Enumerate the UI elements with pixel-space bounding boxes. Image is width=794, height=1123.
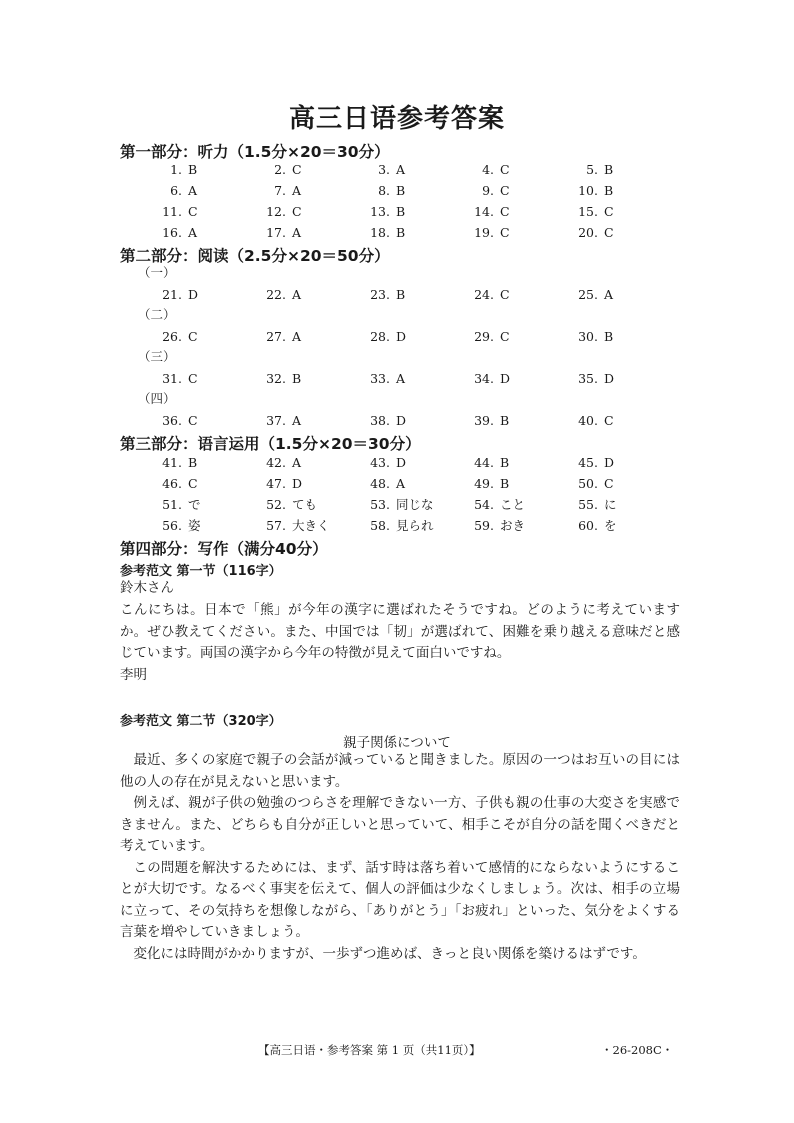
group-answer-grid <box>150 368 670 389</box>
answer-value: A <box>396 162 406 177</box>
answer-row <box>150 452 670 473</box>
answer-item <box>566 284 670 305</box>
answer-item <box>462 494 566 515</box>
answer-value: B <box>604 183 614 198</box>
question-number: 58. <box>370 518 390 533</box>
answer-item <box>358 222 462 243</box>
answer-item <box>358 494 462 515</box>
question-number: 41. <box>162 455 182 470</box>
answer-value: A <box>292 225 302 240</box>
answer-value: A <box>188 183 198 198</box>
answer-item <box>462 326 566 347</box>
question-number: 39. <box>474 413 494 428</box>
answer-value: D <box>292 476 303 491</box>
question-number: 15. <box>578 204 598 219</box>
answer-value: こと <box>500 497 526 512</box>
question-number: 46. <box>162 476 182 491</box>
answer-item <box>150 180 254 201</box>
answer-value: A <box>188 225 198 240</box>
question-number: 57. <box>266 518 286 533</box>
question-number: 47. <box>266 476 286 491</box>
answer-value: B <box>188 162 198 177</box>
answer-value: C <box>604 204 614 219</box>
answer-value: C <box>604 413 614 428</box>
question-number: 31. <box>162 371 182 386</box>
answer-item <box>254 368 358 389</box>
section1-signature: 李明 <box>120 667 147 683</box>
answer-value: B <box>500 455 510 470</box>
answer-item <box>150 515 254 536</box>
question-number: 22. <box>266 287 286 302</box>
answer-item <box>150 326 254 347</box>
answer-value: C <box>604 225 614 240</box>
question-number: 45. <box>578 455 598 470</box>
part2-heading: 第二部分：阅读（2.5分×20＝50分） <box>120 247 390 265</box>
answer-item <box>254 284 358 305</box>
section1-body: こんにちは。日本で「熊」が今年の漢字に選ばれたそうですね。どのように考えていますか。ぜひ教えてください。また、中国では「韧」が選ばれて、困難を乗り越える意味だと感じています。両国の漢字から今年の特徴が見えて面白いですね。 <box>120 602 680 661</box>
section2-label: 参考范文 第二节（320字） <box>120 714 282 729</box>
answer-value: C <box>500 225 510 240</box>
answer-value: C <box>500 162 510 177</box>
answer-row <box>150 515 670 536</box>
question-number: 12. <box>266 204 286 219</box>
essay-body <box>120 750 680 965</box>
answer-value: C <box>500 183 510 198</box>
answer-row <box>150 473 670 494</box>
answer-value: 姿 <box>188 518 201 533</box>
essay-paragraph: 例えば、親が子供の勉強のつらさを理解できない一方、子供も親の仕事の大変さを実感できません。また、どちらも自分が正しいと思っていて、相手こそが自分の話を聞くべきだと考えています。 <box>120 795 680 854</box>
page-footer: 【高三日语・参考答案 第 1 页（共11页）】 <box>258 1043 481 1057</box>
answer-item <box>358 452 462 473</box>
answer-item <box>150 494 254 515</box>
answer-item <box>254 159 358 180</box>
essay-paragraph: この問題を解決するためには、まず、話す時は落ち着いて感情的にならないようにすることが大切です。なるべく事実を伝えて、個人の評価は少なくしましょう。次は、相手の立場に立って、その気持ちを想像しながら、「ありがとう」「お疲れ」といった、気分をよくする言葉を増やしていきましょう。 <box>120 859 680 940</box>
answer-value: D <box>396 329 407 344</box>
answer-item <box>566 180 670 201</box>
answer-value: C <box>500 287 510 302</box>
answer-item <box>566 159 670 180</box>
answer-item <box>254 452 358 473</box>
answer-item <box>150 284 254 305</box>
answer-value: C <box>292 204 302 219</box>
answer-value: A <box>292 413 302 428</box>
answer-item <box>254 222 358 243</box>
answer-item <box>254 494 358 515</box>
answer-value: C <box>500 329 510 344</box>
answer-value: C <box>500 204 510 219</box>
answer-row <box>150 326 670 347</box>
answer-value: A <box>292 183 302 198</box>
answer-value: B <box>396 225 406 240</box>
answer-value: で <box>188 497 201 512</box>
group-answer-grid <box>150 326 670 347</box>
answer-item <box>150 368 254 389</box>
question-number: 21. <box>162 287 182 302</box>
question-number: 19. <box>474 225 494 240</box>
section1-salutation: 鈴木さん <box>120 580 174 596</box>
question-number: 1. <box>170 162 182 177</box>
question-number: 52. <box>266 497 286 512</box>
answer-row <box>150 201 670 222</box>
answer-item <box>358 410 462 431</box>
question-number: 17. <box>266 225 286 240</box>
section1-label: 参考范文 第一节（116字） <box>120 564 282 579</box>
answer-item <box>254 410 358 431</box>
question-number: 7. <box>274 183 286 198</box>
answer-item <box>566 410 670 431</box>
answer-row <box>150 222 670 243</box>
question-number: 38. <box>370 413 390 428</box>
group-answer-grid <box>150 410 670 431</box>
answer-item <box>462 284 566 305</box>
question-number: 33. <box>370 371 390 386</box>
answer-item <box>462 368 566 389</box>
answer-item <box>566 473 670 494</box>
answer-item <box>358 326 462 347</box>
answer-item <box>462 452 566 473</box>
answer-value: B <box>396 204 406 219</box>
group-label: （三） <box>138 349 176 364</box>
question-number: 53. <box>370 497 390 512</box>
answer-row <box>150 368 670 389</box>
page-title: 高三日语参考答案 <box>288 104 505 134</box>
answer-item <box>254 201 358 222</box>
question-number: 18. <box>370 225 390 240</box>
answer-value: ても <box>292 497 318 512</box>
part3-heading: 第三部分：语言运用（1.5分×20＝30分） <box>120 435 421 453</box>
essay-title: 親子関係について <box>343 735 451 751</box>
answer-item <box>566 368 670 389</box>
answer-value: B <box>396 183 406 198</box>
question-number: 48. <box>370 476 390 491</box>
answer-item <box>150 410 254 431</box>
answer-item <box>462 159 566 180</box>
answer-item <box>254 326 358 347</box>
answer-row <box>150 410 670 431</box>
answer-value: D <box>604 371 615 386</box>
answer-value: C <box>188 476 198 491</box>
answer-value: B <box>500 413 510 428</box>
answer-item <box>358 284 462 305</box>
question-number: 16. <box>162 225 182 240</box>
question-number: 51. <box>162 497 182 512</box>
answer-row <box>150 159 670 180</box>
answer-item <box>358 159 462 180</box>
answer-item <box>254 473 358 494</box>
question-number: 3. <box>378 162 390 177</box>
answer-value: B <box>396 287 406 302</box>
document-code: ・26-208C・ <box>601 1043 674 1057</box>
answer-value: D <box>396 455 407 470</box>
question-number: 9. <box>482 183 494 198</box>
question-number: 37. <box>266 413 286 428</box>
answer-value: 大きく <box>292 518 330 533</box>
answer-value: B <box>188 455 198 470</box>
question-number: 23. <box>370 287 390 302</box>
answer-item <box>358 180 462 201</box>
answer-value: C <box>292 162 302 177</box>
answer-value: D <box>396 413 407 428</box>
question-number: 29. <box>474 329 494 344</box>
answer-value: A <box>292 287 302 302</box>
group-label: （四） <box>138 391 176 406</box>
question-number: 27. <box>266 329 286 344</box>
question-number: 5. <box>586 162 598 177</box>
question-number: 20. <box>578 225 598 240</box>
answer-item <box>462 201 566 222</box>
answer-value: おき <box>500 518 526 533</box>
answer-value: A <box>396 371 406 386</box>
question-number: 25. <box>578 287 598 302</box>
answer-item <box>566 452 670 473</box>
question-number: 54. <box>474 497 494 512</box>
answer-item <box>358 201 462 222</box>
answer-item <box>150 159 254 180</box>
question-number: 24. <box>474 287 494 302</box>
group-answer-grid <box>150 284 670 305</box>
answer-value: C <box>188 329 198 344</box>
question-number: 60. <box>578 518 598 533</box>
answer-item <box>462 515 566 536</box>
answer-value: に <box>604 497 617 512</box>
question-number: 43. <box>370 455 390 470</box>
answer-item <box>462 410 566 431</box>
question-number: 26. <box>162 329 182 344</box>
answer-item <box>566 515 670 536</box>
answer-value: D <box>188 287 199 302</box>
answer-item <box>150 473 254 494</box>
answer-value: C <box>188 371 198 386</box>
answer-value: A <box>604 287 614 302</box>
question-number: 34. <box>474 371 494 386</box>
question-number: 6. <box>170 183 182 198</box>
answer-item <box>566 326 670 347</box>
answer-item <box>150 222 254 243</box>
answer-item <box>254 515 358 536</box>
question-number: 36. <box>162 413 182 428</box>
answer-value: C <box>604 476 614 491</box>
question-number: 2. <box>274 162 286 177</box>
question-number: 59. <box>474 518 494 533</box>
answer-item <box>358 515 462 536</box>
question-number: 55. <box>578 497 598 512</box>
answer-value: B <box>604 329 614 344</box>
answer-row <box>150 180 670 201</box>
answer-value: C <box>188 413 198 428</box>
answer-item <box>566 222 670 243</box>
part4-heading: 第四部分：写作（满分40分） <box>120 540 328 558</box>
answer-row <box>150 494 670 515</box>
question-number: 50. <box>578 476 598 491</box>
question-number: 10. <box>578 183 598 198</box>
question-number: 30. <box>578 329 598 344</box>
question-number: 11. <box>162 204 182 219</box>
question-number: 13. <box>370 204 390 219</box>
question-number: 42. <box>266 455 286 470</box>
answer-value: 同じな <box>396 497 434 512</box>
part3-answer-grid <box>150 452 670 536</box>
answer-value: A <box>292 455 302 470</box>
answer-value: A <box>396 476 406 491</box>
answer-item <box>566 494 670 515</box>
group-label: （一） <box>138 265 176 280</box>
answer-item <box>462 180 566 201</box>
answer-value: B <box>604 162 614 177</box>
answer-item <box>254 180 358 201</box>
part1-answer-grid <box>150 159 670 243</box>
question-number: 40. <box>578 413 598 428</box>
question-number: 28. <box>370 329 390 344</box>
essay-paragraph: 変化には時間がかかりますが、一歩ずつ進めば、きっと良い関係を築けるはずです。 <box>133 945 646 962</box>
answer-value: D <box>500 371 511 386</box>
answer-value: B <box>292 371 302 386</box>
group-label: （二） <box>138 307 176 322</box>
question-number: 49. <box>474 476 494 491</box>
answer-item <box>358 473 462 494</box>
question-number: 32. <box>266 371 286 386</box>
essay-paragraph: 最近、多くの家庭で親子の会話が減っていると聞きました。原因の一つはお互いの目には他の人の存在が見えないと思います。 <box>120 752 680 790</box>
answer-item <box>462 222 566 243</box>
answer-item <box>150 452 254 473</box>
answer-value: を <box>604 518 617 533</box>
answer-item <box>462 473 566 494</box>
question-number: 4. <box>482 162 494 177</box>
question-number: 44. <box>474 455 494 470</box>
question-number: 56. <box>162 518 182 533</box>
question-number: 8. <box>378 183 390 198</box>
question-number: 14. <box>474 204 494 219</box>
answer-value: D <box>604 455 615 470</box>
answer-value: 見られ <box>396 518 434 533</box>
part1-heading: 第一部分：听力（1.5分×20＝30分） <box>120 143 390 161</box>
answer-row <box>150 284 670 305</box>
answer-item <box>358 368 462 389</box>
answer-item <box>150 201 254 222</box>
answer-item <box>566 201 670 222</box>
answer-value: C <box>188 204 198 219</box>
answer-value: A <box>292 329 302 344</box>
answer-value: B <box>500 476 510 491</box>
question-number: 35. <box>578 371 598 386</box>
